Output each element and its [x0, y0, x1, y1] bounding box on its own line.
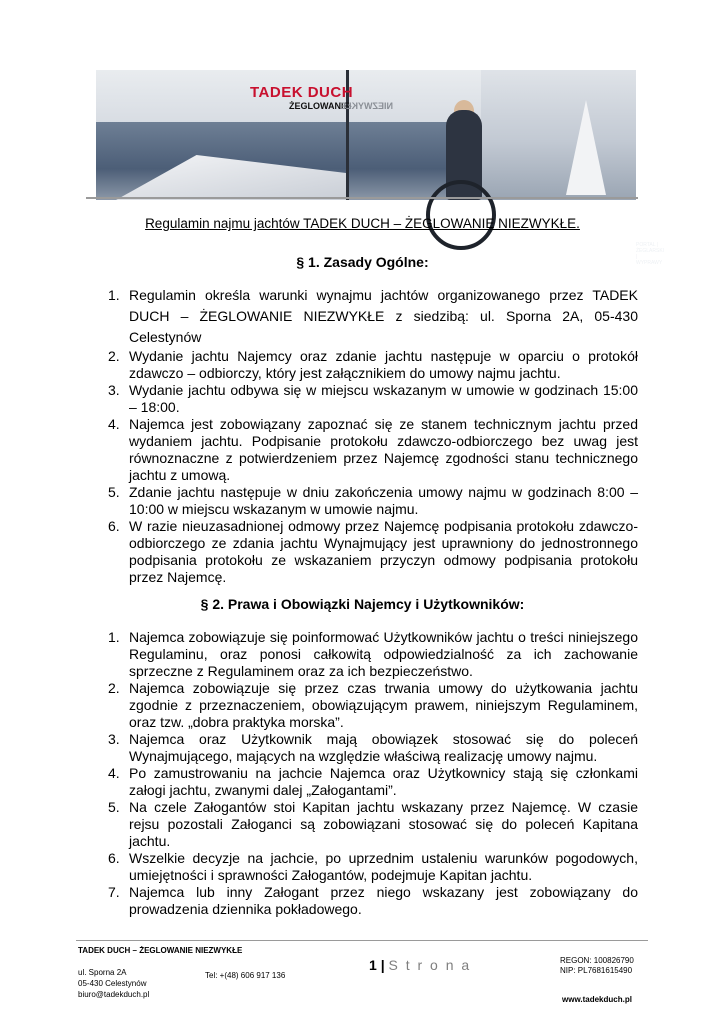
list-item: 4. Po zamustrowaniu na jachcie Najemca oraz Użytkownicy stają się członkami załogi jachtu, zwanymi dalej „Załogantami”. [108, 765, 638, 798]
list-item: 2. Najemca zobowiązuje się przez czas trwania umowy do użytkowania jachtu zgodnie z przeznaczeniem, obowiązującym prawem, niniejszym Regulaminem, oraz tzw. „dobra praktyka morska”. [108, 680, 638, 730]
document-title: Regulamin najmu jachtów TADEK DUCH – ŻEGLOWANIE NIEZWYKŁE. [145, 216, 580, 231]
banner-helm-wheel [426, 180, 496, 250]
footer-regon: REGON: 100826790 [560, 956, 634, 965]
list-item: 2. Wydanie jachtu Najemcy oraz zdanie jachtu następuje w oparciu o protokół zdawczo – odbiorczy, który jest załącznikiem do umowy najmu jachtu. [108, 348, 638, 381]
list-item: 6. Wszelkie decyzje na jachcie, po uprzednim ustaleniu warunków pogodowych, umiejętności i sprawności Załogantów, podejmuje Kapitan jachtu. [108, 850, 638, 883]
page-number-value: 1 [369, 957, 377, 973]
footer-company-name: TADEK DUCH – ŻEGLOWANIE NIEZWYKŁE [78, 946, 243, 955]
brand-logo-mirror: NIEZWYKŁE [340, 101, 393, 111]
section-1-heading: § 1. Zasady Ogólne: [296, 254, 429, 270]
footer-email[interactable]: biuro@tadekduch.pl [78, 990, 150, 999]
footer-city: 05-430 Celestynów [78, 979, 147, 988]
page-number [369, 957, 471, 973]
list-item: 5. Zdanie jachtu następuje w dniu zakończenia umowy najmu w godzinach 8:00 – 10:00 w miejscu wskazanym w umowie najmu. [108, 484, 638, 517]
banner-caption: PORTAL | ŻEGLARSKI | WYPRAWY [636, 242, 665, 266]
footer-street: ul. Sporna 2A [78, 968, 127, 977]
footer-divider [76, 940, 648, 941]
section-2-list [108, 629, 638, 918]
banner-sky-photo [481, 70, 636, 200]
list-item: 3. Wydanie jachtu odbywa się w miejscu wskazanym w umowie w godzinach 15:00 – 18:00. [108, 382, 638, 415]
list-item: 6. W razie nieuzasadnionej odmowy przez Najemcę podpisania protokołu zdawczo-odbiorczego ze zdania jachtu Wynajmujący jest uprawniony do jednostronnego podpisania protokołu ze wskazaniem przyczyn odmowy podpisania protokołu przez Najemcę. [108, 518, 638, 585]
brand-logo-title: TADEK DUCH [250, 84, 354, 101]
section-2-heading: § 2. Prawa i Obowiązki Najemcy i Użytkowników: [200, 596, 525, 612]
list-item: 4. Najemca jest zobowiązany zapoznać się ze stanem technicznym jachtu przed wydaniem jachtu. Podpisanie protokołu zdawczo-odbiorczego bez uwag jest równoznaczne z potwierdzeniem przez Najemcę zgodności stanu technicznego jachtu z umową. [108, 416, 638, 483]
list-item: 5. Na czele Załogantów stoi Kapitan jachtu wskazany przez Najemcę. W czasie rejsu pozostali Załoganci są zobowiązani stosować się do poleceń Kapitana jachtu. [108, 799, 638, 849]
list-item: 7. Najemca lub inny Załogant przez niego wskazany jest zobowiązany do prowadzenia dziennika pokładowego. [108, 884, 638, 917]
section-1-list [108, 285, 638, 586]
page-word: S t r o n a [388, 957, 472, 973]
footer-nip: NIP: PL7681615490 [560, 966, 633, 975]
list-item: 3. Najemca oraz Użytkownik mają obowiązek stosować się do poleceń Wynajmującego, mających na względzie właściwą realizację umowy najmu. [108, 731, 638, 764]
footer-phone: Tel: +(48) 606 917 136 [205, 971, 286, 980]
page-number-separator: | [380, 957, 385, 973]
header-divider [86, 197, 638, 199]
brand-logo-tagline: ŻEGLOWANIE [289, 101, 350, 111]
list-item: 1. Najemca zobowiązuje się poinformować Użytkowników jachtu o treści niniejszego Regulaminu, oraz ponosi całkowitą odpowiedzialność za ich zachowanie sprzeczne z Regulaminem oraz za ich bezpieczeństwo. [108, 629, 638, 679]
list-item: 1. Regulamin określa warunki wynajmu jachtów organizowanego przez TADEK DUCH – ŻEGLOWANIE NIEZWYKŁE z siedzibą: ul. Sporna 2A, 05-430 Celestynów [108, 287, 638, 345]
footer-website-link[interactable]: www.tadekduch.pl [562, 995, 632, 1004]
